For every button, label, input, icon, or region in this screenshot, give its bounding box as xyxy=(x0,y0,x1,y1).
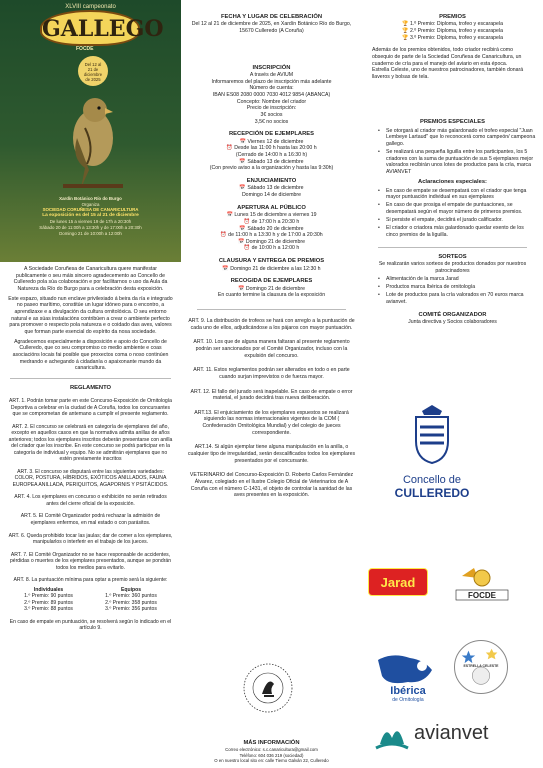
mas-info: MÁS INFORMACIÓN Correo electrónico: s.c.canaricultura@gmail.com Teléfono: 604 036 219 (sociedad) O en nuestro local sito en: calle Tiemo Galván 22, Culleredo xyxy=(214,740,329,764)
gallego-logo: GALLEGO xyxy=(40,10,140,46)
recogida-title: RECOGIDA DE EJEMPLARES xyxy=(230,278,313,285)
reglamento-title: REGLAMENTO xyxy=(69,384,112,391)
column-left xyxy=(0,0,181,632)
jarad-logo: Jarad xyxy=(368,568,428,596)
enjuiciamiento-title: ENJUICIAMIENTO xyxy=(246,178,297,185)
reglamento: REGLAMENTO ART. 1. Podrán tomar parte en este Concurso-Exposición de Ornitología Deportiva a celebrar en la ciudad de A Coruña, todos los concursantes que se comprometan de antemano a cumplir el presente reglamento. ART. 2. El concurso se celebrará en categoría de ejemplares del año, excepto en aquellos casos en que la normativa admita anillas de años anteriores; todos los ejemplares inscritos deberán presentarse con anilla del criador que los inscribe. En este concurso se podrá participar en la categoría de individual y equipo. No se admitirán ejemplares que no estén previamente inscritos ART. 3. El concurso se disputará entre las siguientes variedades: COLOR, POSTURA, HÍBRIDOS, EXÓTICOS ANILLADOS, FAUNA EUROPEA ANILLADA, PERIQUITOS, AGAPORNIS Y PSITÁCIDOS. ART. 4. Los ejemplares en concurso o exhibición no serán retirados antes del cierre oficial de la exposición. ART. 5. El Comité Organizador podrá rechazar la admisión de ejemplares enfermos, en mal estado o con parásitos. ART. 6. Queda prohibido tocar las jaulas; dar de comer a los ejemplares, manipularlos o interferir en el trabajo de los jueces. ART. 7. El Comité Organizador no se hace responsable de accidentes, pérdidas o muertes de los ejemplares presentados, aunque se pondrán todos los medios para evitarlo. ART. 8. La puntuación mínima para optar a premio será la siguiente: Individuales 1.º Premio: 90 puntos 2.º Premio: 89 puntos 3.º Premio: 88 puntos Equipos 1.º Premio: 360 puntos 2.º Premio: 358 puntos 3.º Premio: 356 puntos En caso de empate en puntuación, se resolverá según lo indicado en el artículo 9. xyxy=(8,384,173,632)
recepcion-title: RECEPCIÓN DE EJEMPLARES xyxy=(228,131,315,138)
culleredo-coat-of-arms-icon xyxy=(408,405,456,465)
avianvet-logo: avianvet xyxy=(372,714,522,754)
intro-text: A Sociedade Coruñesa de Canaricultura quere manifestar publicamente o seu máis sincero agradecemento ao Concello de Culleredo pola súa colaboración e por facilitarnos o uso da Aula da Natureza da Río do Burgo para a celebración desta exposición. Este espazo, situado nun enclave privilexiado á beira da ría e integrado no paseo marítimo, constitúe un lugar idóneo para o encontro, a aprendizaxe e a divulgación da cultura ornitolóxica. O seu entorno natural e as súas instalacións contribúen a crear o ambiente perfecto para promover o respecto pola natureza e o coidado das aves, valores que forman parte esencial do espírito da nosa sociedade. Agradecemos especialmente a disposición e apoio do Concello de Culleredo, que co seu compromiso co medio ambiente e coas asociacións locais fai posible que proxectos coma o noso continúen medrando e achegando á cidadanía o apaixonante mundo da canaricultura. xyxy=(8,266,173,372)
event-poster xyxy=(0,0,181,262)
poster-info: Xardín Botánico Río do Burgo Organiza SOCIEDAD CORUÑESA DE CANARICULTURA La exposición es del 15 al 21 de diciembre De lunes 15 a viernes 19 de 17h a 20:30h Sábado 20 de 11:00h a 13:30h y de 17:00h a 20:30h Domingo 21 de 10:00h a 12:00h xyxy=(39,196,142,236)
column-middle: FECHA Y LUGAR DE CELEBRACIÓN Del 12 al 21 de diciembre de 2025, en Xardín Botánico Río do Burgo, 15670 Culleredo (A Coruña) INSCRIPCIÓN A través de AVIUM Informaremos del plazo de inscripción más adelante Número de cuenta: IBAN ES08 2080 0000 7030 4012 9854 (ABANCA) Concepto: Nombre del criador Precio de inscripción: 3€ socios 3,5€ no socios RECEPCIÓN DE EJEMPLARES 📅 Viernes 12 de diciembre ⏰ Desde las 11:00 h hasta las 20:00 h (Cerrado de 14:00 h a 16:30 h) 📅 Sábado 13 de diciembre (Con previo aviso a la organización y hasta las 9:30h) ENJUICIAMIENTO 📅 Sábado 13 de diciembre Domingo 14 de diciembre APERTURA AL PÚBLICO 📅 Lunes 15 de diciembre a viernes 19 ⏰ de 17:00 h a 20:30 h 📅 Sábado 20 de diciembre ⏰ de 11:00 h a 13:30 h y de 17:00 a 20:30h 📅 Domingo 21 de diciembre ⏰ de 10:00 h a 12:00 h CLAUSURA Y ENTREGA DE PREMIOS 📅 Domingo 21 de diciembre a las 12:30 h RECOGIDA DE EJEMPLARES 📅 Domingo 21 de diciembre En cuanto termine la clausura de la exposición ART. 9. La distribución de trofeos se hará con arreglo a la puntuación de cada uno de ellos, adjudicándose a los pájaros con mayor puntuación. ART. 10. Los que de alguna manera faltaran al presente reglamento podrán ser sancionados por el Comité Organizador, incluso con la expulsión del concurso. ART. 11. Estos reglamentos podrán ser alterados en todo o en parte cuando surjan imprevistos o de fuerza mayor. ART. 12. El fallo del jurado será inapelable. En caso de empate o error material, el jurado decidirá tras nueva deliberación. ART.13. El enjuiciamiento de los ejemplares expuestos se realizará siguiendo las normas internacionales vigentes de la COM ( Confederación Ornitológica Mundial) y del colegio de jueces correspondiente. ART.14. Si algún ejemplar tiene alguna manipulación en la anilla, o cualquier tipo de irregularidad, serán descalificados todos los ejemplares presentados por el concursante. VETERINARIO del Concurso-Exposición D. Roberto Carlos Fernández Álvarez, colegiado en el Ilustre Colegio Oficial de Veterinarios de A Coruña con el número C-1431, el objeto de controlar la sanidad de las aves presentes en la exposición. xyxy=(187,14,356,499)
bird-illustration xyxy=(55,88,125,198)
society-stamp-icon xyxy=(242,662,294,714)
premios-title: PREMIOS xyxy=(439,14,466,20)
svg-text:Ibérica: Ibérica xyxy=(390,685,426,697)
clausura-title: CLAUSURA Y ENTREGA DE PREMIOS xyxy=(218,258,325,265)
column-right: PREMIOS 🏆 1.º Premio: Diploma, trofeo y escarapela 🏆 2.º Premio: Diploma, trofeo y escarapela 🏆 3.º Premio: Diploma, trofeo y escarapela Además de los premios obtenidos, todo criador recibirá como obsequio de parte de la Sociedad Coruñesa de Canaricultura, un cuaderno de cría para el manejo del aviario en esta época. Estrella Celeste, uno de nuestros patrocinadores, también donará llaveros y bolsas de tela. PREMIOS ESPECIALES • Se otorgará al criador más galardonado el trofeo especial "Juan Lembeye Lartaud" que lo reconocerá como campeón/ campeona gallego. • Se realizará una pequeña liguilla entre los participantes, los 5 criadores con la suma de puntuación de sus 5 ejemplares mejor valorados recibirán unos lotes de productos para la cría, marca AVIANVET Aclaraciones especiales: • En caso de empate se desempatará con el criador que tenga mayor puntuación individual en sus ejemplares • En caso de que prosiga el empate de puntuaciones, se desempatará según el mayor número de primeros premios. • Si persiste el empate, decidirá el jurado calificador. • El criador o criadora más galardonado quedar exento de los cinco premios de la liguilla. SORTEOS Se realizarán varios sorteos de productos donados por nuestros patrocinadores • Alimentación de la marca Jarad • Productos marca Ibérica de ornitología • Lote de productos para la cría valorados en 70 euros marca avianvet. COMITÉ ORGANIZADOR Junta directiva y Socios colaboradores xyxy=(362,0,543,326)
focde-logo xyxy=(452,566,512,604)
comite-title: COMITÉ ORGANIZADOR xyxy=(418,311,487,318)
poster-edition: XLVIII campeonato xyxy=(65,4,116,10)
svg-text:FOCDE: FOCDE xyxy=(468,591,496,600)
poster-focde: FOCDE xyxy=(76,46,94,52)
apertura-title: APERTURA AL PÚBLICO xyxy=(237,204,306,211)
minimum-score-table: Individuales 1.º Premio: 90 puntos 2.º Premio: 89 puntos 3.º Premio: 88 puntos Equipos 1.º Premio: 360 puntos 2.º Premio: 358 puntos 3.º Premio: 356 puntos xyxy=(24,586,157,613)
poster-date-badge: Del 12 al 21 de diciembre de 2025 xyxy=(78,56,108,86)
iberica-logo xyxy=(372,652,444,702)
culleredo-logo: Concello de CULLEREDO xyxy=(394,474,470,500)
svg-text:de Ornitología: de Ornitología xyxy=(392,697,424,702)
premios-especiales-title: PREMIOS ESPECIALES xyxy=(419,118,486,125)
inscripcion-title: INSCRIPCIÓN xyxy=(252,64,291,71)
fecha-title: FECHA Y LUGAR DE CELEBRACIÓN xyxy=(220,14,323,20)
avianvet-icon xyxy=(372,714,412,754)
svg-text:ESTRELLA CELESTE: ESTRELLA CELESTE xyxy=(463,664,499,668)
sorteos-title: SORTEOS xyxy=(438,253,467,260)
estrella-celeste-logo xyxy=(454,640,508,694)
